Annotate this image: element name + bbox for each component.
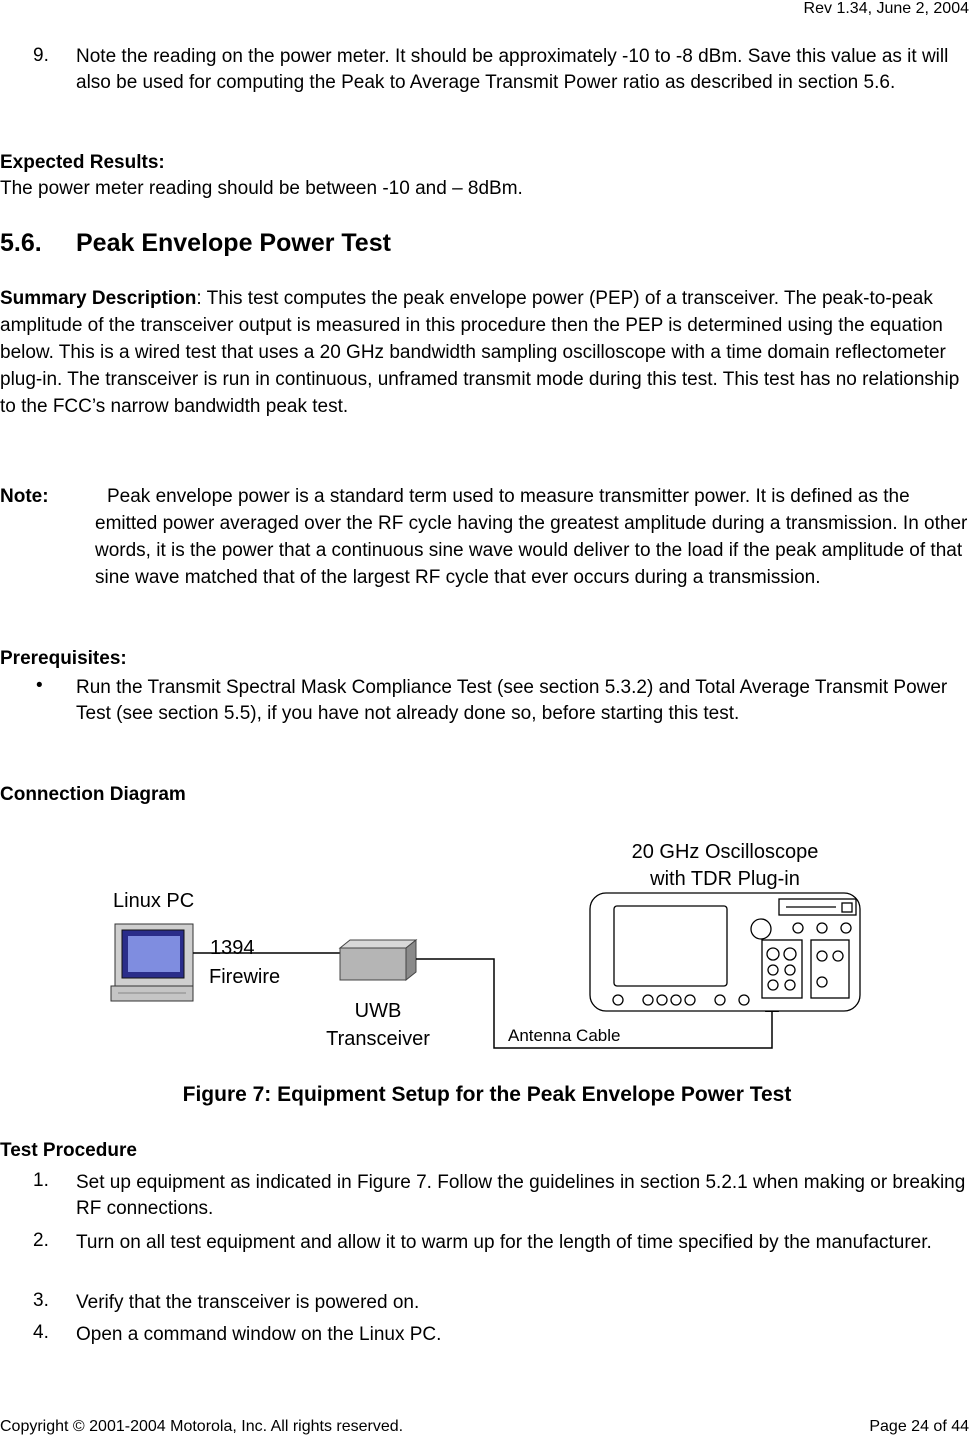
prerequisites-heading: Prerequisites:	[0, 648, 127, 669]
step-9-text: Note the reading on the power meter. It should be approximately -10 to -8 dBm. Save this value as it will also be used for computing the Peak to Average Transmit Power ratio as described in section 5.6.	[76, 46, 949, 93]
connection-diagram-heading: Connection Diagram	[0, 784, 186, 805]
note-label: Note:	[0, 486, 49, 507]
firewire-label-line2: Firewire	[209, 966, 281, 988]
antenna-cable-label: Antenna Cable	[508, 1026, 621, 1045]
oscilloscope-label-line1: 20 GHz Oscilloscope	[631, 841, 819, 863]
transceiver-label-line1: UWB	[354, 1000, 402, 1022]
oscilloscope-label-line2: with TDR Plug-in	[650, 868, 800, 890]
procedure-step-text: Open a command window on the Linux PC.	[76, 1324, 442, 1345]
summary-text: : This test computes the peak envelope power (PEP) of a transceiver. The peak-to-peak amplitude of the transceiver output is measured in this procedure then the PEP is determined using the equation below. This is a wired test that uses a 20 GHz bandwidth sampling oscilloscope with a time domain reflectometer plug-in. The transceiver is run in continuous, unframed transmit mode during this test. This test has no relationship to the FCC’s narrow bandwidth peak test.	[0, 288, 960, 417]
revision-header: Rev 1.34, June 2, 2004	[803, 0, 969, 17]
procedure-step-text: Verify that the transceiver is powered on.	[76, 1292, 420, 1313]
linux-pc-label: Linux PC	[113, 890, 195, 912]
prerequisites-bullet: •	[36, 675, 43, 696]
oscilloscope-icon	[590, 893, 860, 1011]
procedure-step-number: 1.	[33, 1170, 49, 1191]
procedure-step-text: Turn on all test equipment and allow it to warm up for the length of time specified by the manufacturer.	[76, 1232, 932, 1253]
summary-label: Summary Description	[0, 288, 197, 309]
note-text: Peak envelope power is a standard term used to measure transmitter power. It is defined as the emitted power averaged over the RF cycle having the greatest amplitude during a transmission. In other words, it is the power that a continuous sine wave would deliver to the load if the peak amplitude of that sine wave matched that of the largest RF cycle that ever occurs during a transmission.	[95, 486, 968, 588]
footer-page-number: Page 24 of 44	[869, 1418, 969, 1435]
summary-paragraph	[0, 285, 972, 420]
procedure-step-text: Set up equipment as indicated in Figure 7. Follow the guidelines in section 5.2.1 when making or breaking RF connections.	[76, 1172, 966, 1219]
uwb-transceiver-icon	[340, 940, 416, 980]
linux-pc-icon	[111, 924, 193, 1001]
procedure-step-number: 2.	[33, 1230, 49, 1251]
test-procedure-heading: Test Procedure	[0, 1140, 137, 1161]
section-title: Peak Envelope Power Test	[76, 229, 391, 257]
footer-copyright: Copyright © 2001-2004 Motorola, Inc. All rights reserved.	[0, 1418, 404, 1435]
expected-results-heading: Expected Results:	[0, 152, 165, 173]
step-9-number: 9.	[33, 45, 49, 66]
transceiver-label-line2: Transceiver	[326, 1028, 430, 1050]
expected-results-text: The power meter reading should be between -10 and – 8dBm.	[0, 178, 523, 199]
firewire-label-line1: 1394	[210, 937, 255, 959]
connection-diagram	[0, 820, 974, 1060]
procedure-step-number: 3.	[33, 1290, 49, 1311]
section-number: 5.6.	[0, 229, 42, 257]
figure-caption: Figure 7: Equipment Setup for the Peak Envelope Power Test	[182, 1083, 792, 1106]
procedure-step-number: 4.	[33, 1322, 49, 1343]
prerequisites-item: Run the Transmit Spectral Mask Compliance Test (see section 5.3.2) and Total Average Transmit Power Test (see section 5.5), if you have not already done so, before starting this test.	[76, 677, 948, 724]
